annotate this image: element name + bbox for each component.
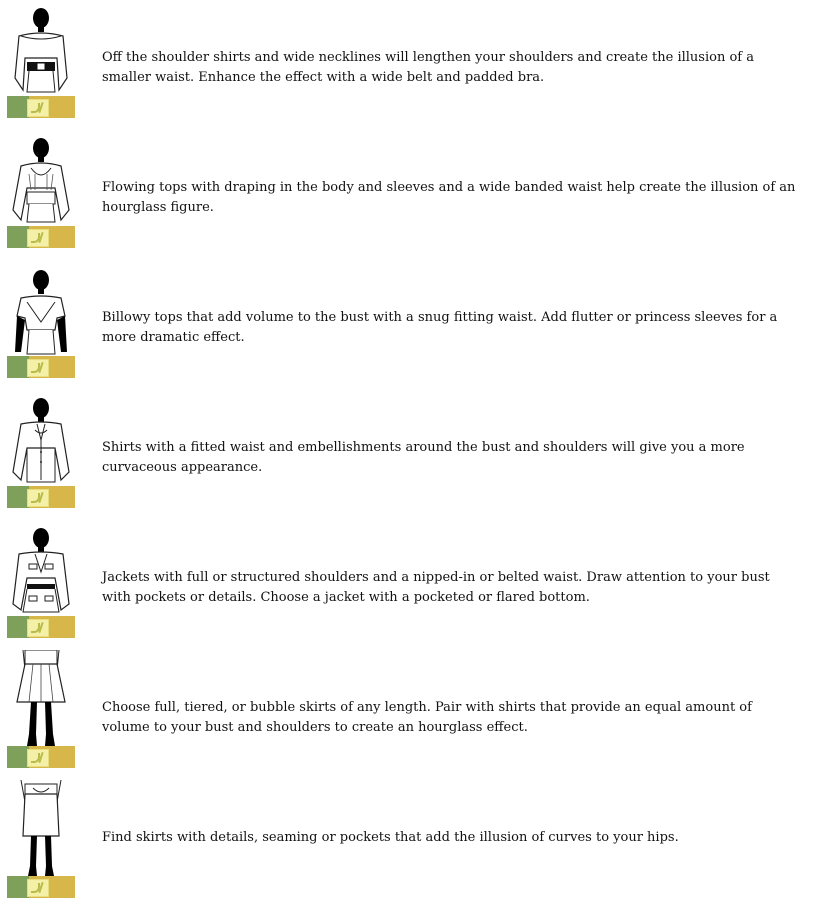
structured-jacket-figure-icon: [7, 520, 75, 638]
flowing-top-figure-icon: [7, 130, 75, 248]
item-description: Find skirts with details, seaming or pockets that add the illusion of curves to your hips.: [102, 830, 679, 845]
item-description: Jackets with full or structured shoulders and a nipped-in or belted waist. Draw attention to your bust with pockets or details. Choose a jacket with a pocketed or flared bottom.: [102, 570, 770, 605]
off-shoulder-top-figure-icon: [7, 0, 75, 118]
rating-badge: [7, 226, 75, 248]
list-item: [0, 390, 817, 520]
item-description: Choose full, tiered, or bubble skirts of any length. Pair with shirts that provide an equal amount of volume to your bust and shoulders to create an hourglass effect.: [102, 700, 752, 735]
list-item: [0, 520, 817, 650]
item-description: Flowing tops with draping in the body and sleeves and a wide banded waist help create the illusion of an hourglass figure.: [102, 180, 796, 215]
rating-badge: [7, 746, 75, 768]
list-item: [0, 650, 817, 780]
list-item: [0, 780, 817, 910]
rating-badge: [7, 876, 75, 898]
list-item: [0, 130, 817, 260]
full-skirt-figure-icon: [7, 650, 75, 768]
rating-badge: [7, 356, 75, 378]
fitted-shirt-figure-icon: [7, 390, 75, 508]
item-description: Billowy tops that add volume to the bust with a snug fitting waist. Add flutter or princess sleeves for a more dramatic effect.: [102, 310, 778, 345]
rating-badge: [7, 486, 75, 508]
rating-badge: [7, 96, 75, 118]
item-description: Off the shoulder shirts and wide necklines will lengthen your shoulders and create the illusion of a smaller waist. Enhance the effect with a wide belt and padded bra.: [102, 50, 754, 85]
item-description: Shirts with a fitted waist and embellishments around the bust and shoulders will give you a more curvaceous appearance.: [102, 440, 745, 475]
rating-badge: [7, 616, 75, 638]
detail-skirt-figure-icon: [7, 780, 75, 898]
list-item: [0, 0, 817, 130]
list-item: [0, 260, 817, 390]
billowy-top-figure-icon: [7, 260, 75, 378]
